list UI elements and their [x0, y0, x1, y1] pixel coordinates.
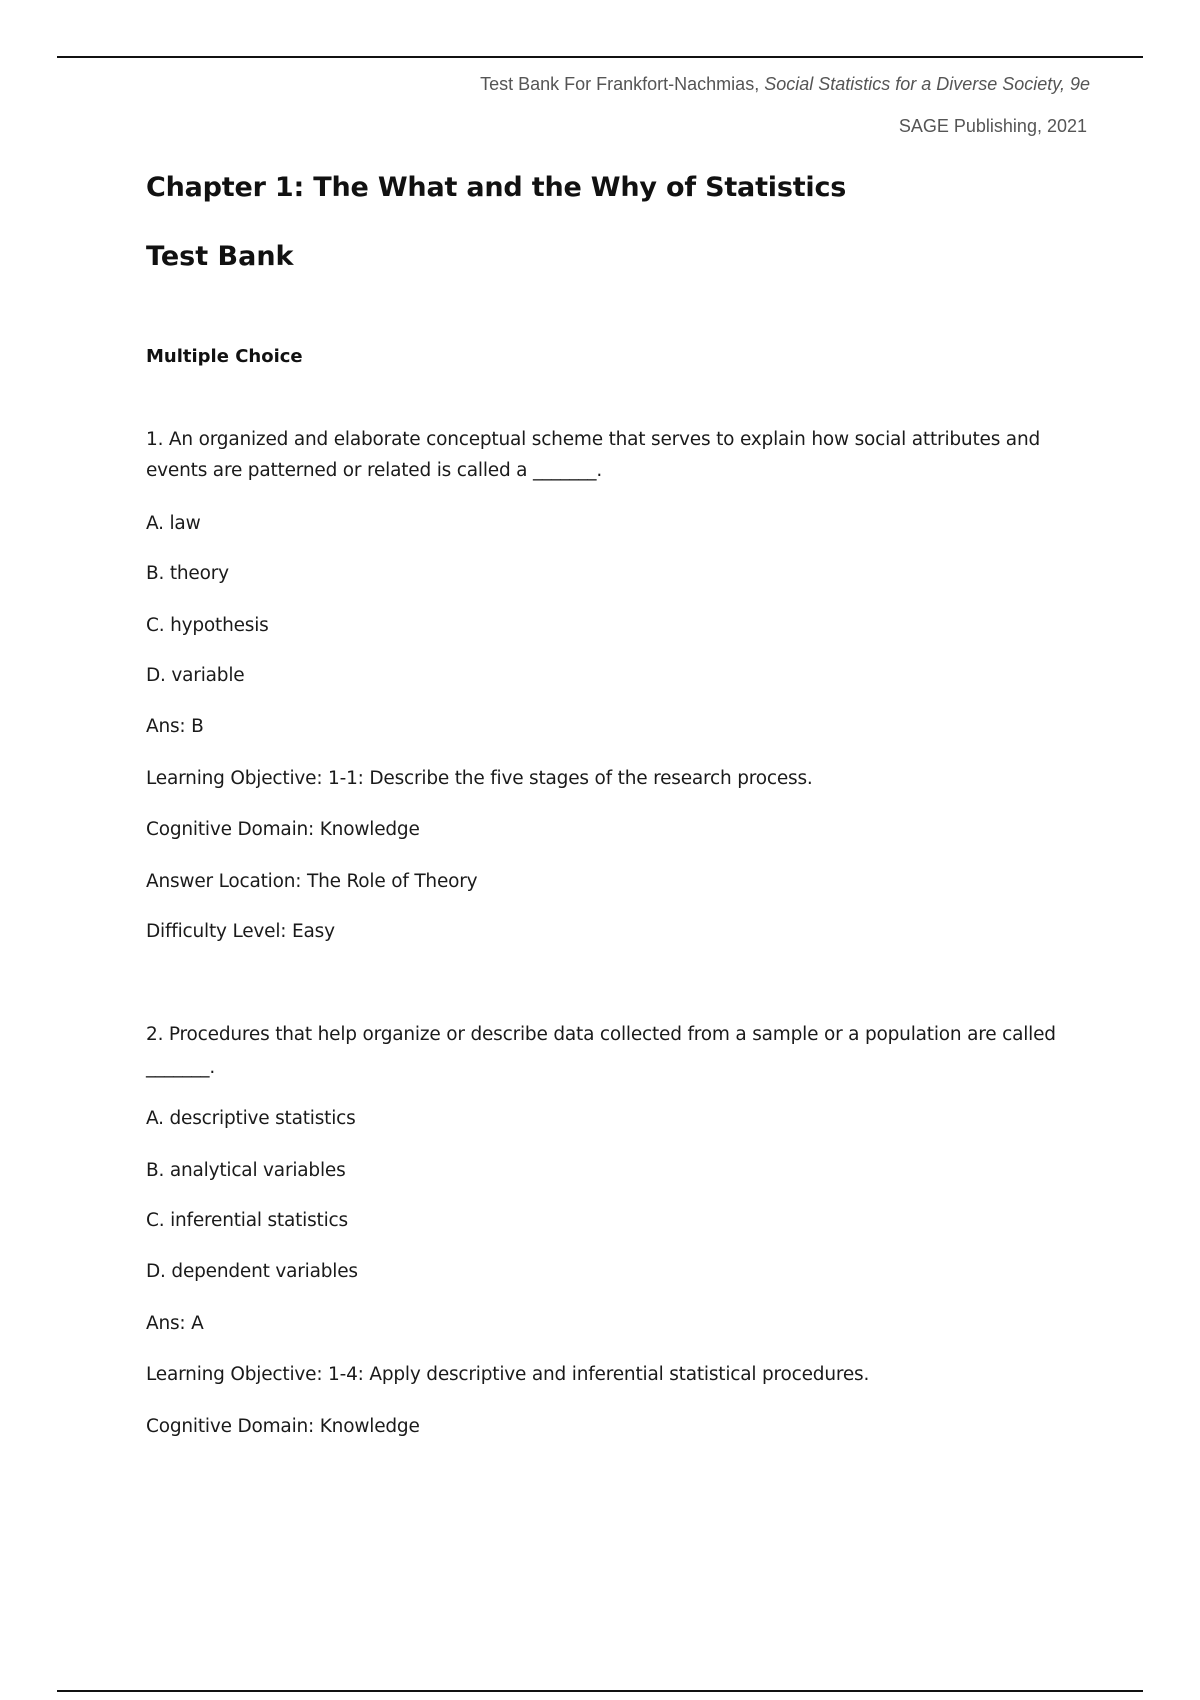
header-prefix: Test Bank For Frankfort-Nachmias, [480, 74, 765, 94]
question-2-option-d: D. dependent variables [146, 1261, 358, 1282]
question-2-stem-line-2: _______. [146, 1057, 216, 1078]
top-rule [57, 56, 1143, 58]
chapter-title: Chapter 1: The What and the Why of Statistics [146, 172, 847, 203]
question-2-stem-line-1: 2. Procedures that help organize or describe data collected from a sample or a population are called [146, 1024, 1056, 1045]
section-heading: Multiple Choice [146, 346, 303, 367]
question-2-answer: Ans: A [146, 1313, 204, 1334]
question-1-learning-objective: Learning Objective: 1-1: Describe the five stages of the research process. [146, 768, 813, 789]
question-1-option-b: B. theory [146, 563, 229, 584]
question-2-option-b: B. analytical variables [146, 1160, 346, 1181]
bottom-rule [57, 1690, 1143, 1692]
question-1-difficulty: Difficulty Level: Easy [146, 921, 335, 942]
question-1-answer: Ans: B [146, 716, 204, 737]
question-1-answer-location: Answer Location: The Role of Theory [146, 871, 478, 892]
question-1-stem-line-1: 1. An organized and elaborate conceptual scheme that serves to explain how social attributes and [146, 429, 1041, 450]
running-header-title [480, 74, 1090, 95]
question-1-option-c: C. hypothesis [146, 615, 269, 636]
question-1-option-d: D. variable [146, 665, 245, 686]
question-2-cognitive-domain: Cognitive Domain: Knowledge [146, 1416, 420, 1437]
question-2-option-a: A. descriptive statistics [146, 1108, 356, 1129]
running-header-publisher: SAGE Publishing, 2021 [898, 116, 1087, 136]
question-2-option-c: C. inferential statistics [146, 1210, 348, 1231]
question-1-stem-line-2: events are patterned or related is called a _______. [146, 460, 603, 481]
test-bank-title: Test Bank [146, 241, 294, 272]
header-book-title: Social Statistics for a Diverse Society, 9e [764, 74, 1090, 94]
question-1-cognitive-domain: Cognitive Domain: Knowledge [146, 819, 420, 840]
question-1-option-a: A. law [146, 513, 201, 534]
question-2-learning-objective: Learning Objective: 1-4: Apply descriptive and inferential statistical procedures. [146, 1364, 870, 1385]
